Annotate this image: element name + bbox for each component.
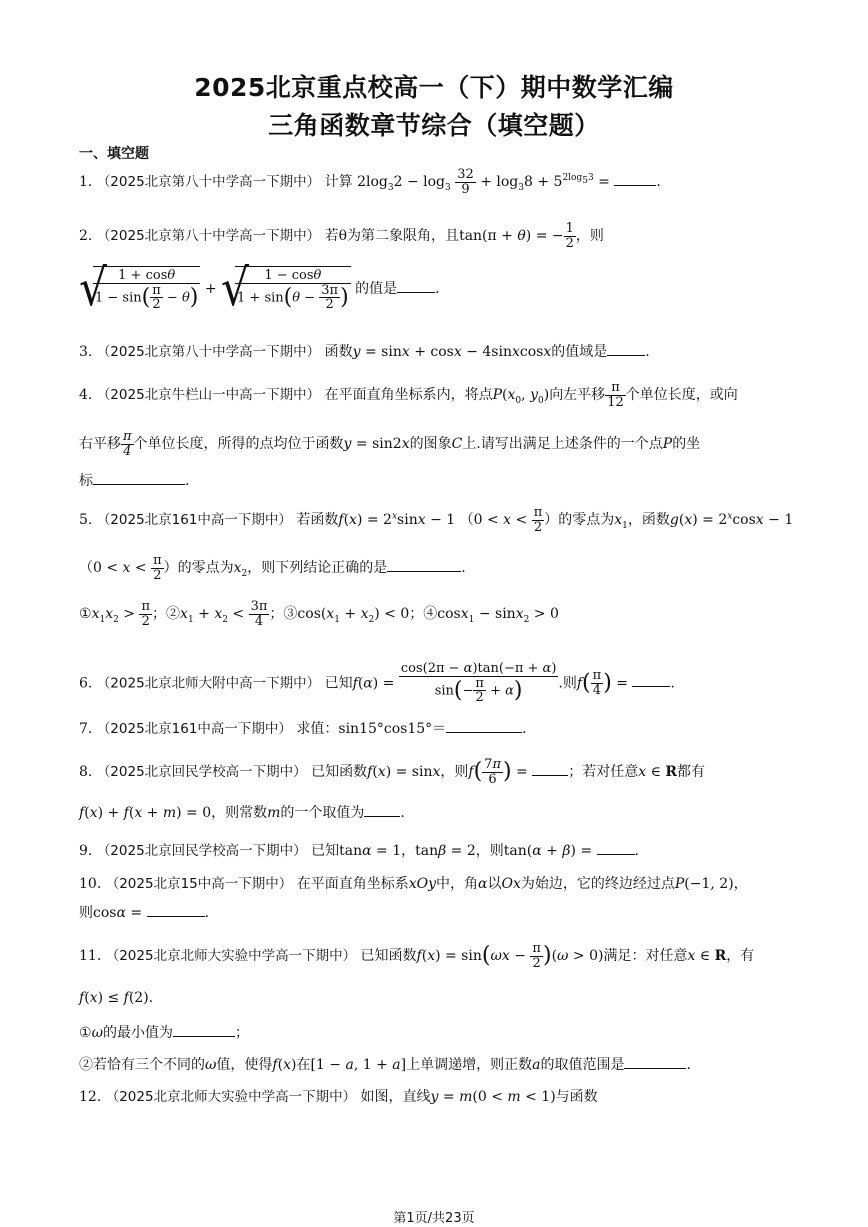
- answer-blank[interactable]: [147, 902, 205, 917]
- question-7: 7. （2025北京161中高一下期中） 求值：sin15°cos15°＝ .: [79, 718, 527, 739]
- answer-blank[interactable]: [446, 718, 522, 733]
- answer-blank[interactable]: [597, 840, 635, 855]
- question-5: 5. （2025北京161中高一下期中） 若函数$f(x) = 2^x\sin x - 1$ （0 < x < $\frac{\pi}{2}$ ）的零点为$x_1$，函数$g(x) = 2^x\cos x - 1$: [79, 505, 794, 535]
- question-5-options: $①x_1x_2$ > $\frac{\pi}{2}$ ；$②x_1 + x_2$ < $\frac{3\pi}{4}$ ；$③\cos(x_1 + x_2) < 0$；④cosx$_1$ − sinx$_2$ > 0: [79, 599, 559, 629]
- answer-blank[interactable]: [532, 761, 568, 776]
- question-11: 11. （2025北京北师大实验中学高一下期中） 已知函数f(x) = sin(ωx − $\frac{\pi}{2}$ )(ω > 0)满足：对任意x ∈ R，有: [79, 941, 755, 971]
- answer-blank[interactable]: [632, 672, 670, 687]
- question-10: 10. （2025北京15中高一下期中） 在平面直角坐标系xOy中，角α以Ox为始边，它的终边经过点P(−1, 2)，: [79, 876, 748, 892]
- question-8: 8. （2025北京回民学校高一下期中） 已知函数f(x) = sinx，则f( $\frac{7\pi}{6}$ ) = ；若对任意x ∈ R都有: [79, 757, 706, 787]
- answer-blank[interactable]: [364, 802, 400, 817]
- answer-blank[interactable]: [173, 1022, 235, 1037]
- question-5-line-2: （0 < x < $\frac{\pi}{2}$ ）的零点为$x_2$，则下列结论正确的是 .: [79, 553, 466, 583]
- question-4-line-2: 右平移 $\frac{\pi}{4}$ 个单位长度，所得的点均位于函数y = sin2x的图象C上.请写出满足上述条件的一个点P的坐: [79, 429, 701, 459]
- answer-blank[interactable]: [624, 1054, 686, 1069]
- answer-blank[interactable]: [607, 341, 645, 356]
- answer-blank[interactable]: [387, 557, 461, 572]
- answer-blank[interactable]: [614, 171, 656, 186]
- question-11-line-2: f(x) ≤ f(2).: [79, 990, 154, 1006]
- page-title: 2025北京重点校高一（下）期中数学汇编: [194, 73, 674, 102]
- question-4: 4. （2025北京牛栏山一中高一下期中） 在平面直角坐标系内，将点$P(x_0$, $y_0$)向左平移 $\frac{\pi}{12}$ 个单位长度，或向: [79, 380, 738, 410]
- question-4-line-3: 标 .: [79, 470, 189, 491]
- answer-blank[interactable]: [397, 278, 435, 293]
- question-10-line-2: 则cosα = .: [79, 902, 209, 923]
- question-11-sub-2: ②若恰有三个不同的ω值，使得f(x)在[1 − a, 1 + a]上单调递增，则正数a的取值范围是 .: [79, 1054, 691, 1075]
- question-2-expression: √ 1 + cosθ 1 − sin( $\frac{\pi}{2}$ − θ) + √ 1 − cosθ 1 + sin(θ − $\frac{3\pi}{2}$ ) 的值是 .: [79, 259, 440, 319]
- question-9: 9. （2025北京回民学校高一下期中） 已知tanα = 1，tanβ = 2，则tan(α + β) = .: [79, 840, 639, 861]
- question-12: 12. （2025北京北师大实验中学高一下期中） 如图，直线y = m(0 < m < 1)与函数: [79, 1089, 598, 1105]
- section-heading: 一、填空题: [79, 146, 149, 162]
- question-2: 2. （2025北京第八十中学高一下期中） 若θ为第二象限角，且tan(π + θ) = − $\frac{1}{2}$ ，则: [79, 221, 604, 251]
- answer-blank[interactable]: [93, 470, 185, 485]
- question-1: 1. （2025北京第八十中学高一下期中） 计算 $2\log_32 - \log_3$ $\frac{32}{9}$ + $\log_38 + 5^{2log_53}$ = .: [79, 167, 661, 197]
- page-subtitle: 三角函数章节综合（填空题）: [268, 111, 600, 140]
- question-11-sub-1: ①ω的最小值为 ；: [79, 1022, 249, 1043]
- question-6: 6. （2025北京北师大附中高一下期中） 已知f(α) = cos(2π − α)tan(−π + α) sin(− $\frac{\pi}{2}$ + α) .则f( $\frac{\pi}{4}$ ) = .: [79, 661, 675, 706]
- question-3: 3. （2025北京第八十中学高一下期中） 函数y = sinx + cosx − 4sinxcosx的值域是 .: [79, 341, 650, 362]
- page-number: 第1页/共23页: [393, 1211, 475, 1226]
- question-8-line-2: f(x) + f(x + m) = 0，则常数m的一个取值为 .: [79, 802, 405, 823]
